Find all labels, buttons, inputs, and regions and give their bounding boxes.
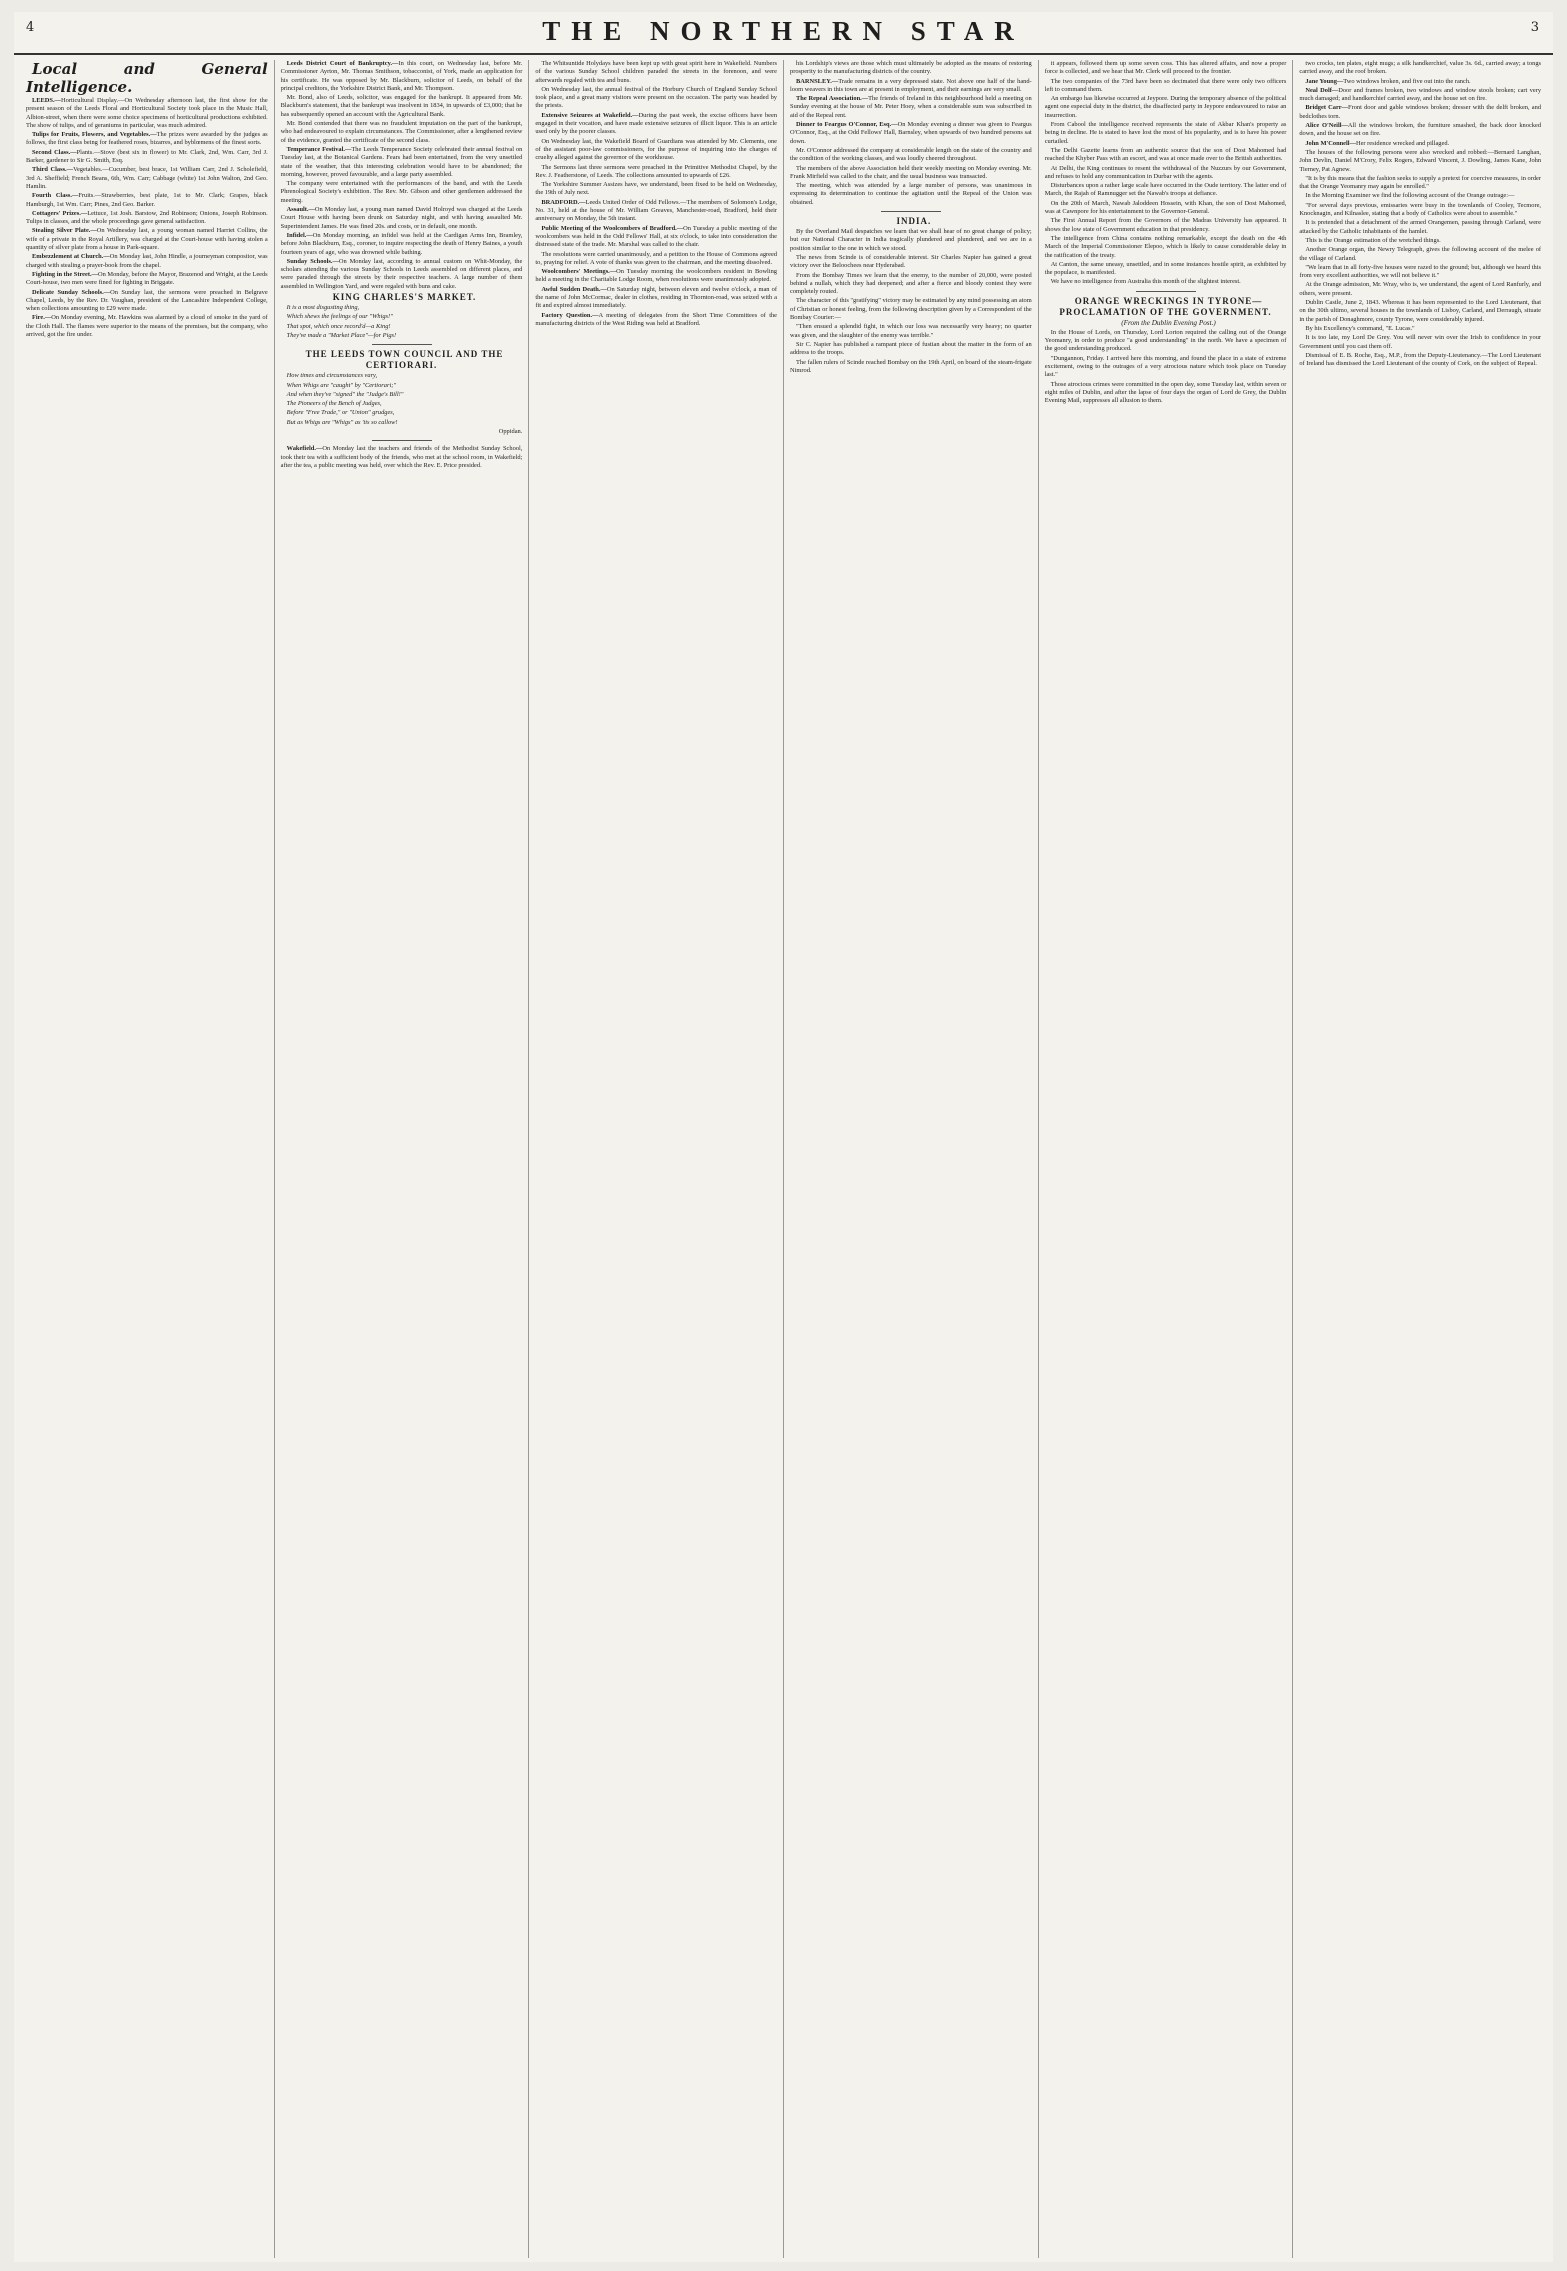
poem-line: That spot, which once record'd—a King! [286, 322, 391, 330]
paragraph-lead: John M'Connell— [1305, 139, 1356, 147]
paragraph-lead: Jane Young— [1305, 77, 1344, 85]
column-2-body-2 [281, 445, 523, 470]
article-paragraph: Stealing Silver Plate.—On Wednesday last, a young woman named Harriet Collins, the wife of a private in the Royal Artillery, was charged at the Court-house with having stolen a quantity of silver plate from a house in Park-square. [26, 227, 268, 252]
paragraph-lead: LEEDS.— [32, 97, 61, 104]
article-paragraph: Fourth Class.—Fruits.—Strawberries, best plate, 1st to Mr. Clark; Grapes, black Hamburgh, 1st Wm. Carr; Pines, 2nd Geo. Barker. [26, 192, 268, 208]
article-paragraph: Fighting in the Street.—On Monday, before the Mayor, Brazenod and Wright, at the Leeds Court-house, two men were fined for fighting in Briggate. [26, 270, 268, 287]
article-paragraph: In the Morning Examiner we find the following account of the Orange outrage:— [1305, 192, 1515, 200]
article-paragraph: Dinner to Feargus O'Connor, Esq.—On Monday evening a dinner was given to Feargus O'Connor, Esq., at the Odd Fellows' Hall, Barnsley, when upwards of two hundred persons sat down. [790, 121, 1032, 145]
article-paragraph: On Wednesday last, the Wakefield Board of Guardians was attended by Mr. Clements, one of the assistant poor-law commissioners, for the purpose of inquiring into the charges of cruelty alleged against the governor of the workhouse. [535, 137, 778, 162]
article-paragraph: "We learn that in all forty-five houses were razed to the ground; but, although we heard this from very excellent authorities, we will not believe it." [1299, 263, 1542, 280]
article-paragraph: It is too late, my Lord De Grey. You will never win over the Irish to confidence in your Government until you cast them off. [1299, 334, 1542, 350]
poem-line: The Pioneers of the Bench of Judges, [286, 400, 382, 408]
poem-line: They've made a "Market Place"—for Pigs! [286, 331, 397, 339]
article-paragraph: Mr. Bond contended that there was no fraudulent imputation on the part of the bankrupt, who had endeavoured to explain circumstances. The Commissioner, after a lengthened review of the evidence, granted the certificate of the second class. [280, 120, 523, 144]
column-5 [1038, 60, 1293, 2258]
article-paragraph: The Sermons last three sermons were preached in the Primitive Methodist Chapel, by the Rev. J. Featherstone, of Leeds. The collections amounted to upwards of £26. [535, 163, 778, 179]
paragraph-lead: Fourth Class.— [32, 192, 79, 200]
poem-line: When Whigs are "caught" by "Certiorari;" [286, 381, 397, 389]
article-paragraph: Delicate Sunday Schools.—On Sunday last, the sermons were preached in Belgrave Chapel, Leeds, by the Rev. Dr. Vaughan, president of the Lancashire Independent College, when collections amounting to £29 were made. [26, 288, 268, 313]
column-2 [274, 60, 529, 2258]
divider [1136, 291, 1196, 292]
paragraph-lead: Public Meeting of the Woolcombers of Bradford.— [541, 224, 684, 232]
section-heading: Local and General Intelligence. [26, 60, 268, 96]
article-paragraph: The Yorkshire Summer Assizes have, we understand, been fixed to be held on Wednesday, the 19th of July next. [535, 181, 778, 197]
article-paragraph: This is the Orange estimation of the wretched things. [1305, 236, 1441, 244]
column-5-body [1045, 60, 1287, 287]
paragraph-lead: Delicate Sunday Schools.— [32, 288, 111, 296]
paragraph-lead: Fire.— [32, 314, 52, 322]
masthead [14, 12, 1553, 56]
article-paragraph: From Cabool the intelligence received represents the state of Akbar Khan's property as being in decline. He is stated to have lost the most of his popularity, and is to have his power curtailed. [1044, 121, 1287, 145]
column-3 [528, 60, 783, 2258]
paragraph-lead: Cottagers' Prizes.— [32, 209, 88, 217]
article-paragraph: Public Meeting of the Woolcombers of Bradford.—On Tuesday a public meeting of the woolcombers was held in the Odd Fellows' Hall, at six o'clock, to take into consideration the distressed state of the trade. Mr. Marshal was called to the chair. [535, 224, 778, 249]
article-paragraph: John M'Connell—Her residence wrecked and pillaged. [1305, 139, 1450, 147]
article-paragraph: At Delhi, the King continues to resent the withdrawal of the Nuzzurs by our Government, and refuses to hold any communication in Durbar with the agents. [1044, 164, 1287, 180]
paragraph-lead: Assault.— [286, 206, 315, 214]
article-paragraph: Fire.—On Monday evening, Mr. Hawkins was alarmed by a cloud of smoke in the yard of the Cloth Hall. The flames were superior to the means of the premises, but the company, who arrived, got the fire under. [26, 314, 268, 339]
article-paragraph: The intelligence from China contains nothing remarkable, except the death on the 4th March of the Imperial Commissioner Elepoo, which is likely to cause considerable delay in the ratification of the treaty. [1044, 234, 1287, 259]
article-paragraph: Infidel.—On Monday morning, an infidel was held at the Cardigan Arms Inn, Bramley, before John Blackburn, Esq., coroner, to inquire respecting the death of Henry Baines, a youth fourteen years of age, who was drowned while bathing. [280, 231, 523, 256]
article-paragraph: it appears, followed them up some seven coss. This has altered affairs, and now a proper force is collected, and we hear that Mr. Clerk will proceed to the frontier. [1044, 60, 1287, 76]
article-paragraph: two crocks, ten plates, eight mugs; a silk handkerchief, value 3s. 6d., carried away; a tongs carried away, and the roof broken. [1299, 60, 1542, 76]
paragraph-lead: Sunday Schools.— [286, 257, 339, 265]
article-paragraph: The Repeal Association.—The friends of Ireland in this neighbourhood held a meeting on Sunday evening at the house of Mr. Peter Hoey, when a considerable sum was subscribed in aid of the Repeal rent. [790, 95, 1032, 119]
column-2-body [281, 60, 523, 291]
paragraph-lead: Fighting in the Street.— [32, 270, 98, 278]
article-paragraph: Extensive Seizures at Wakefield.—During the past week, the excise officers have been engaged in their vocation, and have made extensive seizures of illicit liquor. This is an article used only by the poorer classes. [535, 111, 778, 136]
poem-1 [281, 304, 523, 340]
article-paragraph: It is pretended that a detachment of the armed Orangemen, passing through Carland, were attacked by the Catholic inhabitants of the hamlet. [1299, 219, 1542, 235]
paragraph-lead: Factory Question.— [541, 311, 599, 319]
article-paragraph: Jane Young—Two windows broken, and five out into the ranch. [1305, 77, 1471, 85]
column-5-body-2 [1045, 329, 1287, 406]
article-paragraph: The Whitsuntide Holydays have been kept up with great spirit here in Wakefield. Numbers of the various Sunday School children paraded the streets in the forenoon, and were afterwards regaled with tea and buns. [535, 60, 778, 84]
article-paragraph: By his Excellency's command, "E. Lucas." [1305, 324, 1415, 332]
paragraph-lead: Stealing Silver Plate.— [32, 227, 97, 235]
article-paragraph: An embargo has likewise occurred at Jeypore. During the temporary absence of the political agent one especial duty in the district, the disaffected party in Jeypore endeavoured to raise an insurrection. [1044, 95, 1287, 119]
page-number: 4 [26, 20, 35, 35]
article-paragraph: Third Class.—Vegetables.—Cucumber, best brace, 1st William Carr, 2nd J. Scholefield, 3rd A. Sheffield; French Beans, 6th, Wm. Carr; Cabbage (white) 1st John Walton, 2nd Geo. Hamlin. [26, 166, 268, 190]
newspaper-title: THE NORTHERN STAR [542, 16, 1025, 46]
column-4-body [790, 60, 1032, 207]
article-paragraph: Leeds District Court of Bankruptcy.—In this court, on Wednesday last, before Mr. Commissioner Ayrton, Mr. Thomas Smithson, tobacconist, of York, made an application for his certificate. He was opposed by Mr. Blackburn, solicitor of Leeds, on behalf of the principal creditors, the Yorkshire District Bank, and Mr. Thompson. [280, 60, 523, 92]
article-paragraph: The meeting, which was attended by a large number of persons, was unanimous in expressing its determination to continue the agitation until the Repeal of the Union was obtained. [790, 182, 1032, 206]
paragraph-lead: Leeds District Court of Bankruptcy.— [286, 60, 399, 67]
poem-line: Before "Free Trade," or "Union" grudges, [286, 409, 395, 417]
article-paragraph: At Canton, the same uneasy, unsettled, and in some instances hostile spirit, as exhibited by the populace, is manifested. [1044, 260, 1287, 277]
article-paragraph: The houses of the following persons were also wrecked and robbed:—Bernard Langhan, John Devlin, Daniel M'Crory, Felix Rogers, Edward Vincent, J. Dowling, James Kane, John Tierney, Pat Agnew. [1299, 148, 1542, 173]
article-paragraph: The news from Scinde is of considerable interest. Sir Charles Napier has gained a great victory over the Beloochees near Hyderabad. [790, 253, 1032, 270]
paragraph-lead: Neal Dolf— [1305, 86, 1339, 94]
article-paragraph: Disturbances upon a rather large scale have occurred in the Oude territory. The latter end of March, the Rajah of Ramnugger set the Nawab's troops at defiance. [1044, 182, 1287, 198]
column-1-body [26, 97, 268, 339]
column-4-body-2 [790, 228, 1032, 375]
divider [881, 211, 941, 212]
article-paragraph: From the Bombay Times we learn that the enemy, to the number of 20,000, were posted behind a nullah, which they had deepened; and after a fierce and bloody contest they were completely routed. [790, 271, 1032, 296]
article-paragraph: Cottagers' Prizes.—Lettuce, 1st Josh. Barstow, 2nd Robinson; Onions, Joseph Robinson. Tulips in classes, and the whole proceedings gave general satisfaction. [26, 209, 268, 226]
article-paragraph: Mr. Bond, also of Leeds, solicitor, was engaged for the bankrupt. It appeared from Mr. Blackburn's statement, that the bankrupt was insolvent in 1834, in upwards of £3,000; that he has subsequently opened an account with the Agricultural Bank. [280, 94, 523, 118]
article-heading-2: THE LEEDS TOWN COUNCIL AND THE CERTIORARI. [305, 349, 504, 371]
article-paragraph: The members of the above Association held their weekly meeting on Monday evening. Mr. Frank Mirfield was called to the chair, and the usual business was transacted. [790, 164, 1032, 180]
article-paragraph: Mr. O'Connor addressed the company at considerable length on the state of the country and the condition of the working classes, and was loudly cheered throughout. [790, 146, 1032, 163]
article-paragraph: "For several days previous, emissaries were busy in the townlands of Cooley, Tecmore, Knocknagin, and Kilnaslee, stating that a body of Catholics were about to assemble." [1299, 201, 1542, 218]
paragraph-lead: BARNSLEY.— [796, 77, 839, 85]
paragraph-lead: BRADFORD.— [541, 198, 586, 206]
column-1 [20, 60, 274, 2258]
article-paragraph: Tulips for Fruits, Flowers, and Vegetables.—The prizes were awarded by the judges as follows, the first class being for feathered roses, bizarres, and byblœmens of the finest sorts. [26, 131, 268, 147]
article-paragraph: BRADFORD.—Leeds United Order of Odd Fellows.—The members of Solomon's Lodge, No. 31, held at the house of Mr. William Greaves, Manchester-road, Bradford, held their anniversary on Monday, the 5th instant. [535, 198, 778, 223]
article-paragraph: The Delhi Gazette learns from an authentic source that the son of Dost Mahomed had reached the Khyber Pass with an escort, and was at once made over to the British authorities. [1044, 146, 1287, 163]
article-paragraph: At the Orange admission, Mr. Wray, who is, we understand, the agent of Lord Ranfurly, and others, were present. [1299, 281, 1542, 297]
article-paragraph: The First Annual Report from the Governors of the Madras University has appeared. It shows the low state of Government education in that presidency. [1044, 217, 1287, 233]
paragraph-lead: Second Class.— [32, 148, 77, 156]
divider [372, 344, 432, 345]
article-paragraph: The two companies of the 73rd have been so decimated that there were only two officers left to command them. [1044, 77, 1287, 93]
article-paragraph: "Then ensued a splendid fight, in which our loss was necessarily very heavy; no quarter was given, and the slaughter of the enemy was terrible." [790, 323, 1032, 339]
page-mark: 3 [1530, 20, 1539, 35]
column-6 [1292, 60, 1547, 2258]
article-paragraph: By the Overland Mail despatches we learn that we shall hear of no great change of policy; but our National Character in India tragically plundered and plundered, and we are in a position similar to the one in which we stood. [790, 228, 1032, 252]
article-paragraph: BARNSLEY.—Trade remains in a very depressed state. Not above one half of the hand-loom weavers in this town are at present in employment, and their earnings are very small. [790, 77, 1032, 93]
paragraph-lead: Temperance Festival.— [286, 145, 352, 153]
columns [20, 60, 1547, 2258]
divider [372, 440, 432, 441]
paragraph-lead: Embezzlement at Church.— [32, 253, 110, 261]
article-paragraph: Neal Dolf—Door and frames broken, two windows and window stools broken; cart very much damaged; and handkerchief carried away, and the house set on fire. [1299, 86, 1542, 103]
poem-signature: Oppidan. [498, 427, 523, 435]
paragraph-lead: Awful Sudden Death.— [541, 285, 607, 293]
article-paragraph: Woolcombers' Meetings.—On Tuesday morning the woolcombers resident in Bowling held a meeting in the Charitable Lodge Room, when resolutions were unanimously adopted. [535, 268, 778, 284]
article-paragraph: "Dungannon, Friday. I arrived here this morning, and found the place in a state of extreme excitement, owing to the outrages of a very atrocious nature which took place on Tuesday last." [1044, 354, 1287, 379]
article-paragraph: The company were entertained with the performances of the band, and with the Leeds Phrenological Society's exhibition. The Rev. Mr. Gibson and other gentlemen addressed the meeting. [280, 180, 523, 204]
article-paragraph: Sir C. Napier has published a rampant piece of fustian about the matter in the form of an address to the troops. [790, 340, 1032, 357]
article-paragraph: LEEDS.—Horticultural Display.—On Wednesday afternoon last, the first show for the present season of the Leeds Floral and Horticultural Society took place in the Music Hall, Albion-street, when there were some choice specimens of horticultural productions exhibited. The show of tulips, and of geraniums in particular, was much admired. [26, 97, 268, 129]
article-paragraph: In the House of Lords, on Thursday, Lord Lorton required the calling out of the Orange Yeomanry, in order to produce "a good understanding" in the north. We have a specimen of the good understanding produced. [1044, 328, 1287, 353]
article-paragraph: Dublin Castle, June 2, 1843. Whereas it has been represented to the Lord Lieutenant, that on the 30th ultimo, several houses in the townlands of Lisboy, Carland, and Derraugh, situate in the parish of Donaghmore, county Tyrone, were considerably injured. [1299, 299, 1542, 323]
paragraph-lead: Third Class.— [32, 166, 74, 174]
article-paragraph: Dismissal of E. B. Roche, Esq., M.P., from the Deputy-Lieutenancy.—The Lord Lieutenant of Ireland has dismissed the Lord Lieutenant of the county of Cork, on the subject of Repeal. [1299, 351, 1542, 368]
column-3-body [535, 60, 777, 328]
column-6-body [1299, 60, 1541, 368]
paragraph-lead: Alice O'Neill— [1305, 122, 1348, 130]
poem-line: How times and circumstances vary, [286, 372, 378, 380]
article-paragraph: Factory Question.—A meeting of delegates from the Short Time Committees of the manufacturing districts of the West Riding was held at Bradford. [535, 311, 778, 327]
article-paragraph: Those atrocious crimes were committed in the open day, some Tuesday last, within seven or eight miles of Dublin, and after the lapse of four days the organ of Lord de Grey, the Dublin Evening Mail, suppresses all allusion to them. [1044, 380, 1287, 405]
article-paragraph: Awful Sudden Death.—On Saturday night, between eleven and twelve o'clock, a man of the name of John McCormac, dealer in clothes, residing in Thornton-road, was seized with a fit and expired almost immediately. [535, 285, 778, 310]
column-4 [783, 60, 1038, 2258]
article-paragraph: Embezzlement at Church.—On Monday last, John Hindle, a journeyman compositor, was charged with stealing a prayer-book from the chapel. [26, 253, 268, 269]
paragraph-lead: Infidel.— [286, 231, 313, 239]
poem-2 [281, 372, 523, 427]
newspaper-page [14, 12, 1553, 2262]
article-paragraph: his Lordship's views are those which must ultimately be adopted as the means of restoring prosperity to the manufacturing districts of the country. [790, 60, 1032, 76]
article-paragraph: Sunday Schools.—On Monday last, according to annual custom on Whit-Monday, the scholars attending the various Sunday Schools in Leeds assembled on different places, and were paraded through the streets by their respective teachers. A large number of them assembled in Wellington Yard, and were regaled with buns and cake. [280, 257, 523, 290]
paragraph-lead: Bridget Carr— [1305, 104, 1349, 112]
article-heading: INDIA. [896, 216, 932, 227]
masthead-rule [14, 53, 1553, 55]
article-paragraph: We have no intelligence from Australia this month of the slightest interest. [1050, 278, 1241, 286]
paragraph-lead: The Repeal Association.— [796, 95, 869, 103]
article-paragraph: "It is by this means that the fashion seeks to supply a pretext for coercive measures, in order that the Orange Yeomanry may again be enrolled." [1299, 174, 1542, 191]
article-paragraph: Another Orange organ, the Newry Telegraph, gives the following account of the melee of the village of Carland. [1299, 246, 1542, 262]
paragraph-lead: Dinner to Feargus O'Connor, Esq.— [796, 121, 898, 129]
poem-line: Which shews the feelings of our "Whigs!" [286, 313, 393, 321]
poem-line: It is a most disgusting thing, [286, 304, 360, 312]
paragraph-lead: Woolcombers' Meetings.— [541, 268, 617, 276]
article-paragraph: Bridget Carr—Front door and gable windows broken; dresser with the delft broken, and bedclothes torn. [1299, 104, 1542, 120]
article-paragraph: On the 20th of March, Nawab Jaloddeen Hossein, with Khan, the son of Dost Mahomed, was at Cawnpore for his entertainment to the Governor-General. [1044, 199, 1287, 216]
article-paragraph: The character of this "gratifying" victory may be estimated by any mind possessing an atom of Christian or honest feeling, from the following description given by a Correspondent of the Bombay Courier:— [790, 297, 1032, 322]
article-heading: ORANGE WRECKINGS IN TYRONE—PROCLAMATION OF THE GOVERNMENT. [1059, 295, 1272, 317]
article-paragraph: On Wednesday last, the annual festival of the Horbury Church of England Sunday School took place, and a great many visitors were present on the occasion. The party was headed by the priests. [535, 85, 778, 110]
article-paragraph: Second Class.—Plants.—Stove (best six in flower) to Mr. Clark, 2nd, Wm. Carr, 3rd J. Barker, gardener to Sir G. Smith, Esq. [26, 148, 268, 165]
paragraph-lead: Tulips for Fruits, Flowers, and Vegetables.— [32, 131, 157, 139]
poem-line: But as Whigs are "Whigs" as 'tis so callow! [286, 418, 398, 426]
paragraph-lead: Wakefield.— [286, 445, 323, 453]
article-paragraph: Assault.—On Monday last, a young man named David Holroyd was charged at the Leeds Court House with having been drunk on Saturday night, and with having assaulted Mr. Superintendent James. He was fined 20s. and costs, or in default, one month. [280, 206, 523, 230]
article-paragraph: Alice O'Neill—All the windows broken, the furniture smashed, the back door knocked down, and the house set on fire. [1299, 122, 1542, 138]
article-paragraph: Temperance Festival.—The Leeds Temperance Society celebrated their annual festival on Tuesday last, at the Botanical Gardens. Fears had been entertained, from the very unsettled state of the weather, that this interesting celebration would have to be abandoned; the morning, however, proved favourable, and a large party assembled. [280, 145, 523, 178]
article-paragraph: The fallen rulers of Scinde reached Bombay on the 19th April, on board of the steam-frigate Nimrod. [790, 358, 1032, 374]
article-paragraph: Wakefield.—On Monday last the teachers and friends of the Methodist Sunday School, took their tea with a sufficient body of the friends, who met at the school room, in Wakefield; after the tea, a public meeting was held, over which the Rev. E. Price presided. [280, 445, 523, 469]
article-heading: KING CHARLES'S MARKET. [332, 292, 477, 303]
article-paragraph: The resolutions were carried unanimously, and a petition to the House of Commons agreed to, praying for relief. A vote of thanks was given to the chairman, and the meeting dissolved. [535, 250, 778, 266]
poem-line: And when they've "signed" the "Judge's Bill!" [286, 390, 404, 398]
paragraph-lead: Extensive Seizures at Wakefield.— [541, 111, 639, 119]
article-source: (From the Dublin Evening Post.) [1121, 318, 1216, 327]
